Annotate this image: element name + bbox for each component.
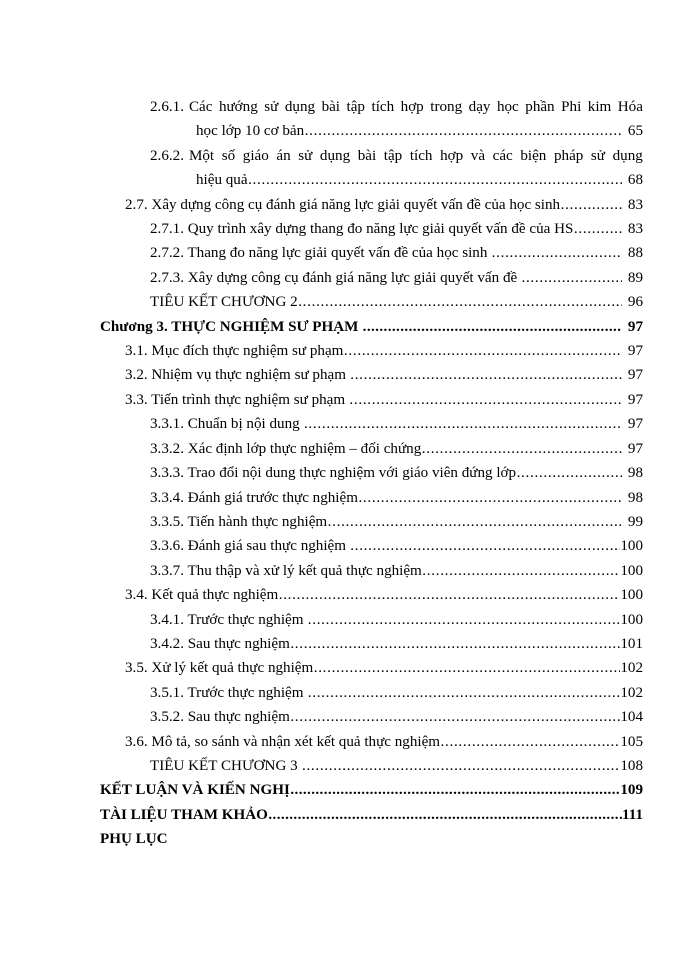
toc-page-number: 97 xyxy=(627,440,643,457)
toc-entry-title: 3.3.2. Xác định lớp thực nghiệm – đối chứng xyxy=(150,440,422,457)
dot-leader xyxy=(363,315,622,339)
toc-page-number: 109 xyxy=(620,782,643,799)
dot-leader xyxy=(574,217,622,241)
toc-entry-title: 3.5.1. Trước thực nghiệm xyxy=(150,684,308,701)
toc-entry-title: 3.4.1. Trước thực nghiệm xyxy=(150,611,308,628)
toc-page-number: 97 xyxy=(627,343,643,360)
toc-entry-title: Một số giáo án sử dụng bài tập tích hợp và các biện pháp sử dụng xyxy=(188,147,643,164)
dot-leader xyxy=(358,486,621,510)
toc-page-number: 89 xyxy=(627,269,643,286)
dot-leader xyxy=(248,168,621,192)
toc-page-number: 104 xyxy=(620,709,643,726)
toc-entry[interactable] xyxy=(150,266,643,290)
toc-entry[interactable] xyxy=(125,339,643,363)
toc-entry[interactable] xyxy=(150,144,643,193)
toc-entry-title: 3.6. Mô tả, so sánh và nhận xét kết quả thực nghiệm xyxy=(125,733,441,750)
dot-leader xyxy=(441,730,620,754)
toc-entry-title: TIÊU KẾT CHƯƠNG 3 xyxy=(150,757,302,774)
toc-entry-title: PHỤ LỤC xyxy=(100,831,168,848)
dot-leader xyxy=(302,754,620,778)
toc-entry[interactable] xyxy=(150,217,643,241)
toc-entry[interactable] xyxy=(150,437,643,461)
dot-leader xyxy=(492,241,622,265)
dot-leader xyxy=(349,388,621,412)
dot-leader xyxy=(308,681,620,705)
toc-entry-title: 2.7.2. Thang đo năng lực giải quyết vấn đề của học sinh xyxy=(150,245,492,262)
toc-entry[interactable] xyxy=(150,290,643,314)
toc-entry[interactable] xyxy=(150,608,643,632)
dot-leader xyxy=(314,656,620,680)
dot-leader xyxy=(422,437,622,461)
toc-page-number: 100 xyxy=(620,562,643,579)
toc-page-number: 98 xyxy=(627,489,643,506)
toc-entry-number: 2.6.1. xyxy=(150,99,184,115)
toc-entry[interactable] xyxy=(125,193,643,217)
toc-page-number: 88 xyxy=(627,245,643,262)
dot-leader xyxy=(290,705,620,729)
dot-leader xyxy=(308,608,620,632)
toc-entry[interactable] xyxy=(125,730,643,754)
toc-entry-number: 2.6.2. xyxy=(150,147,184,164)
toc-entry-title: 3.2. Nhiệm vụ thực nghiệm sư phạm xyxy=(125,367,350,384)
toc-page-number: 97 xyxy=(627,391,643,408)
toc-entry[interactable] xyxy=(150,534,643,558)
dot-leader xyxy=(561,193,622,217)
toc-entry[interactable] xyxy=(150,681,643,705)
toc-entry-title: 3.3.4. Đánh giá trước thực nghiệm xyxy=(150,489,358,506)
toc-page-number: 102 xyxy=(620,684,643,701)
toc-entry[interactable] xyxy=(150,705,643,729)
toc-entry[interactable] xyxy=(150,486,643,510)
toc-page-number: 83 xyxy=(627,221,643,238)
dot-leader xyxy=(328,510,622,534)
toc-page-number: 108 xyxy=(620,757,643,774)
dot-leader xyxy=(304,412,622,436)
toc-entry[interactable] xyxy=(100,315,643,339)
dot-leader xyxy=(268,803,621,827)
dot-leader xyxy=(521,266,621,290)
toc-page-number: 100 xyxy=(620,587,643,604)
toc-page-number: 68 xyxy=(627,172,643,189)
dot-leader xyxy=(305,119,622,143)
toc-page-number: 83 xyxy=(627,196,643,213)
toc-entry-title: TIÊU KẾT CHƯƠNG 2 xyxy=(150,294,298,311)
toc-entry[interactable] xyxy=(125,583,643,607)
toc-page-number: 97 xyxy=(627,367,643,384)
toc-page-number: 99 xyxy=(627,513,643,530)
dot-leader xyxy=(290,778,620,802)
toc-entry[interactable] xyxy=(150,510,643,534)
toc-entry-title: 2.7.1. Quy trình xây dựng thang đo năng lực giải quyết vấn đề của HS xyxy=(150,221,574,238)
toc-entry[interactable] xyxy=(150,95,643,144)
toc-entry[interactable] xyxy=(150,559,643,583)
toc-entry-title: 3.3.5. Tiến hành thực nghiệm xyxy=(150,513,328,530)
toc-entry-title: 3.3.1. Chuẩn bị nội dung xyxy=(150,416,304,433)
toc-page-number: 100 xyxy=(620,611,643,628)
toc-entry[interactable] xyxy=(125,363,643,387)
toc-page-number: 97 xyxy=(627,318,643,335)
toc-entry[interactable] xyxy=(100,827,643,851)
toc-entry[interactable] xyxy=(100,778,643,802)
toc-page-number: 102 xyxy=(620,660,643,677)
toc-entry-title: 3.3.3. Trao đổi nội dung thực nghiệm với giáo viên đứng lớp xyxy=(150,465,517,482)
toc-entry-title: 3.5. Xử lý kết quả thực nghiệm xyxy=(125,660,314,677)
toc-entry-title: 2.7. Xây dựng công cụ đánh giá năng lực giải quyết vấn đề của học sinh xyxy=(125,196,561,213)
dot-leader xyxy=(422,559,620,583)
toc-entry-title: Chương 3. THỰC NGHIỆM SƯ PHẠM xyxy=(100,318,363,335)
dot-leader xyxy=(279,583,620,607)
toc-page-number: 97 xyxy=(627,416,643,433)
toc-page-number: 111 xyxy=(622,806,643,823)
toc-entry[interactable] xyxy=(125,656,643,680)
dot-leader xyxy=(298,290,621,314)
dot-leader xyxy=(344,339,622,363)
toc-entry[interactable] xyxy=(100,803,643,827)
dot-leader xyxy=(350,363,621,387)
table-of-contents xyxy=(100,95,643,852)
toc-page-number: 101 xyxy=(620,635,643,652)
toc-entry-title: 3.3.7. Thu thập và xử lý kết quả thực nghiệm xyxy=(150,562,422,579)
toc-entry[interactable] xyxy=(150,412,643,436)
dot-leader xyxy=(350,534,620,558)
toc-page-number: 105 xyxy=(620,733,643,750)
toc-entry-title: TÀI LIỆU THAM KHẢO xyxy=(100,806,268,823)
toc-entry[interactable] xyxy=(125,388,643,412)
toc-entry-title: 2.7.3. Xây dựng công cụ đánh giá năng lực giải quyết vấn đề xyxy=(150,269,521,286)
dot-leader xyxy=(517,461,622,485)
dot-leader xyxy=(290,632,620,656)
toc-entry[interactable] xyxy=(150,754,643,778)
toc-entry[interactable] xyxy=(150,461,643,485)
toc-entry-title: 3.3. Tiến trình thực nghiệm sư phạm xyxy=(125,391,349,408)
toc-entry-title: 3.5.2. Sau thực nghiệm xyxy=(150,709,290,726)
toc-entry[interactable] xyxy=(150,241,643,265)
toc-entry[interactable] xyxy=(150,632,643,656)
toc-entry-title: 3.4. Kết quả thực nghiệm xyxy=(125,587,279,604)
toc-page-number: 98 xyxy=(627,465,643,482)
toc-page-number: 100 xyxy=(620,538,643,555)
toc-entry-title: 3.3.6. Đánh giá sau thực nghiệm xyxy=(150,538,350,555)
toc-entry-title: Các hướng sử dụng bài tập tích hợp trong dạy học phần Phi kim Hóa xyxy=(188,99,643,115)
toc-entry-title: 3.4.2. Sau thực nghiệm xyxy=(150,635,290,652)
toc-entry-title-continued: hiệu quả xyxy=(196,172,248,189)
toc-entry-title: KẾT LUẬN VÀ KIẾN NGHỊ xyxy=(100,782,290,799)
toc-page-number: 65 xyxy=(627,123,643,140)
toc-entry-title-continued: học lớp 10 cơ bản xyxy=(196,123,305,140)
toc-page-number: 96 xyxy=(627,294,643,311)
toc-entry-title: 3.1. Mục đích thực nghiệm sư phạm xyxy=(125,343,344,360)
